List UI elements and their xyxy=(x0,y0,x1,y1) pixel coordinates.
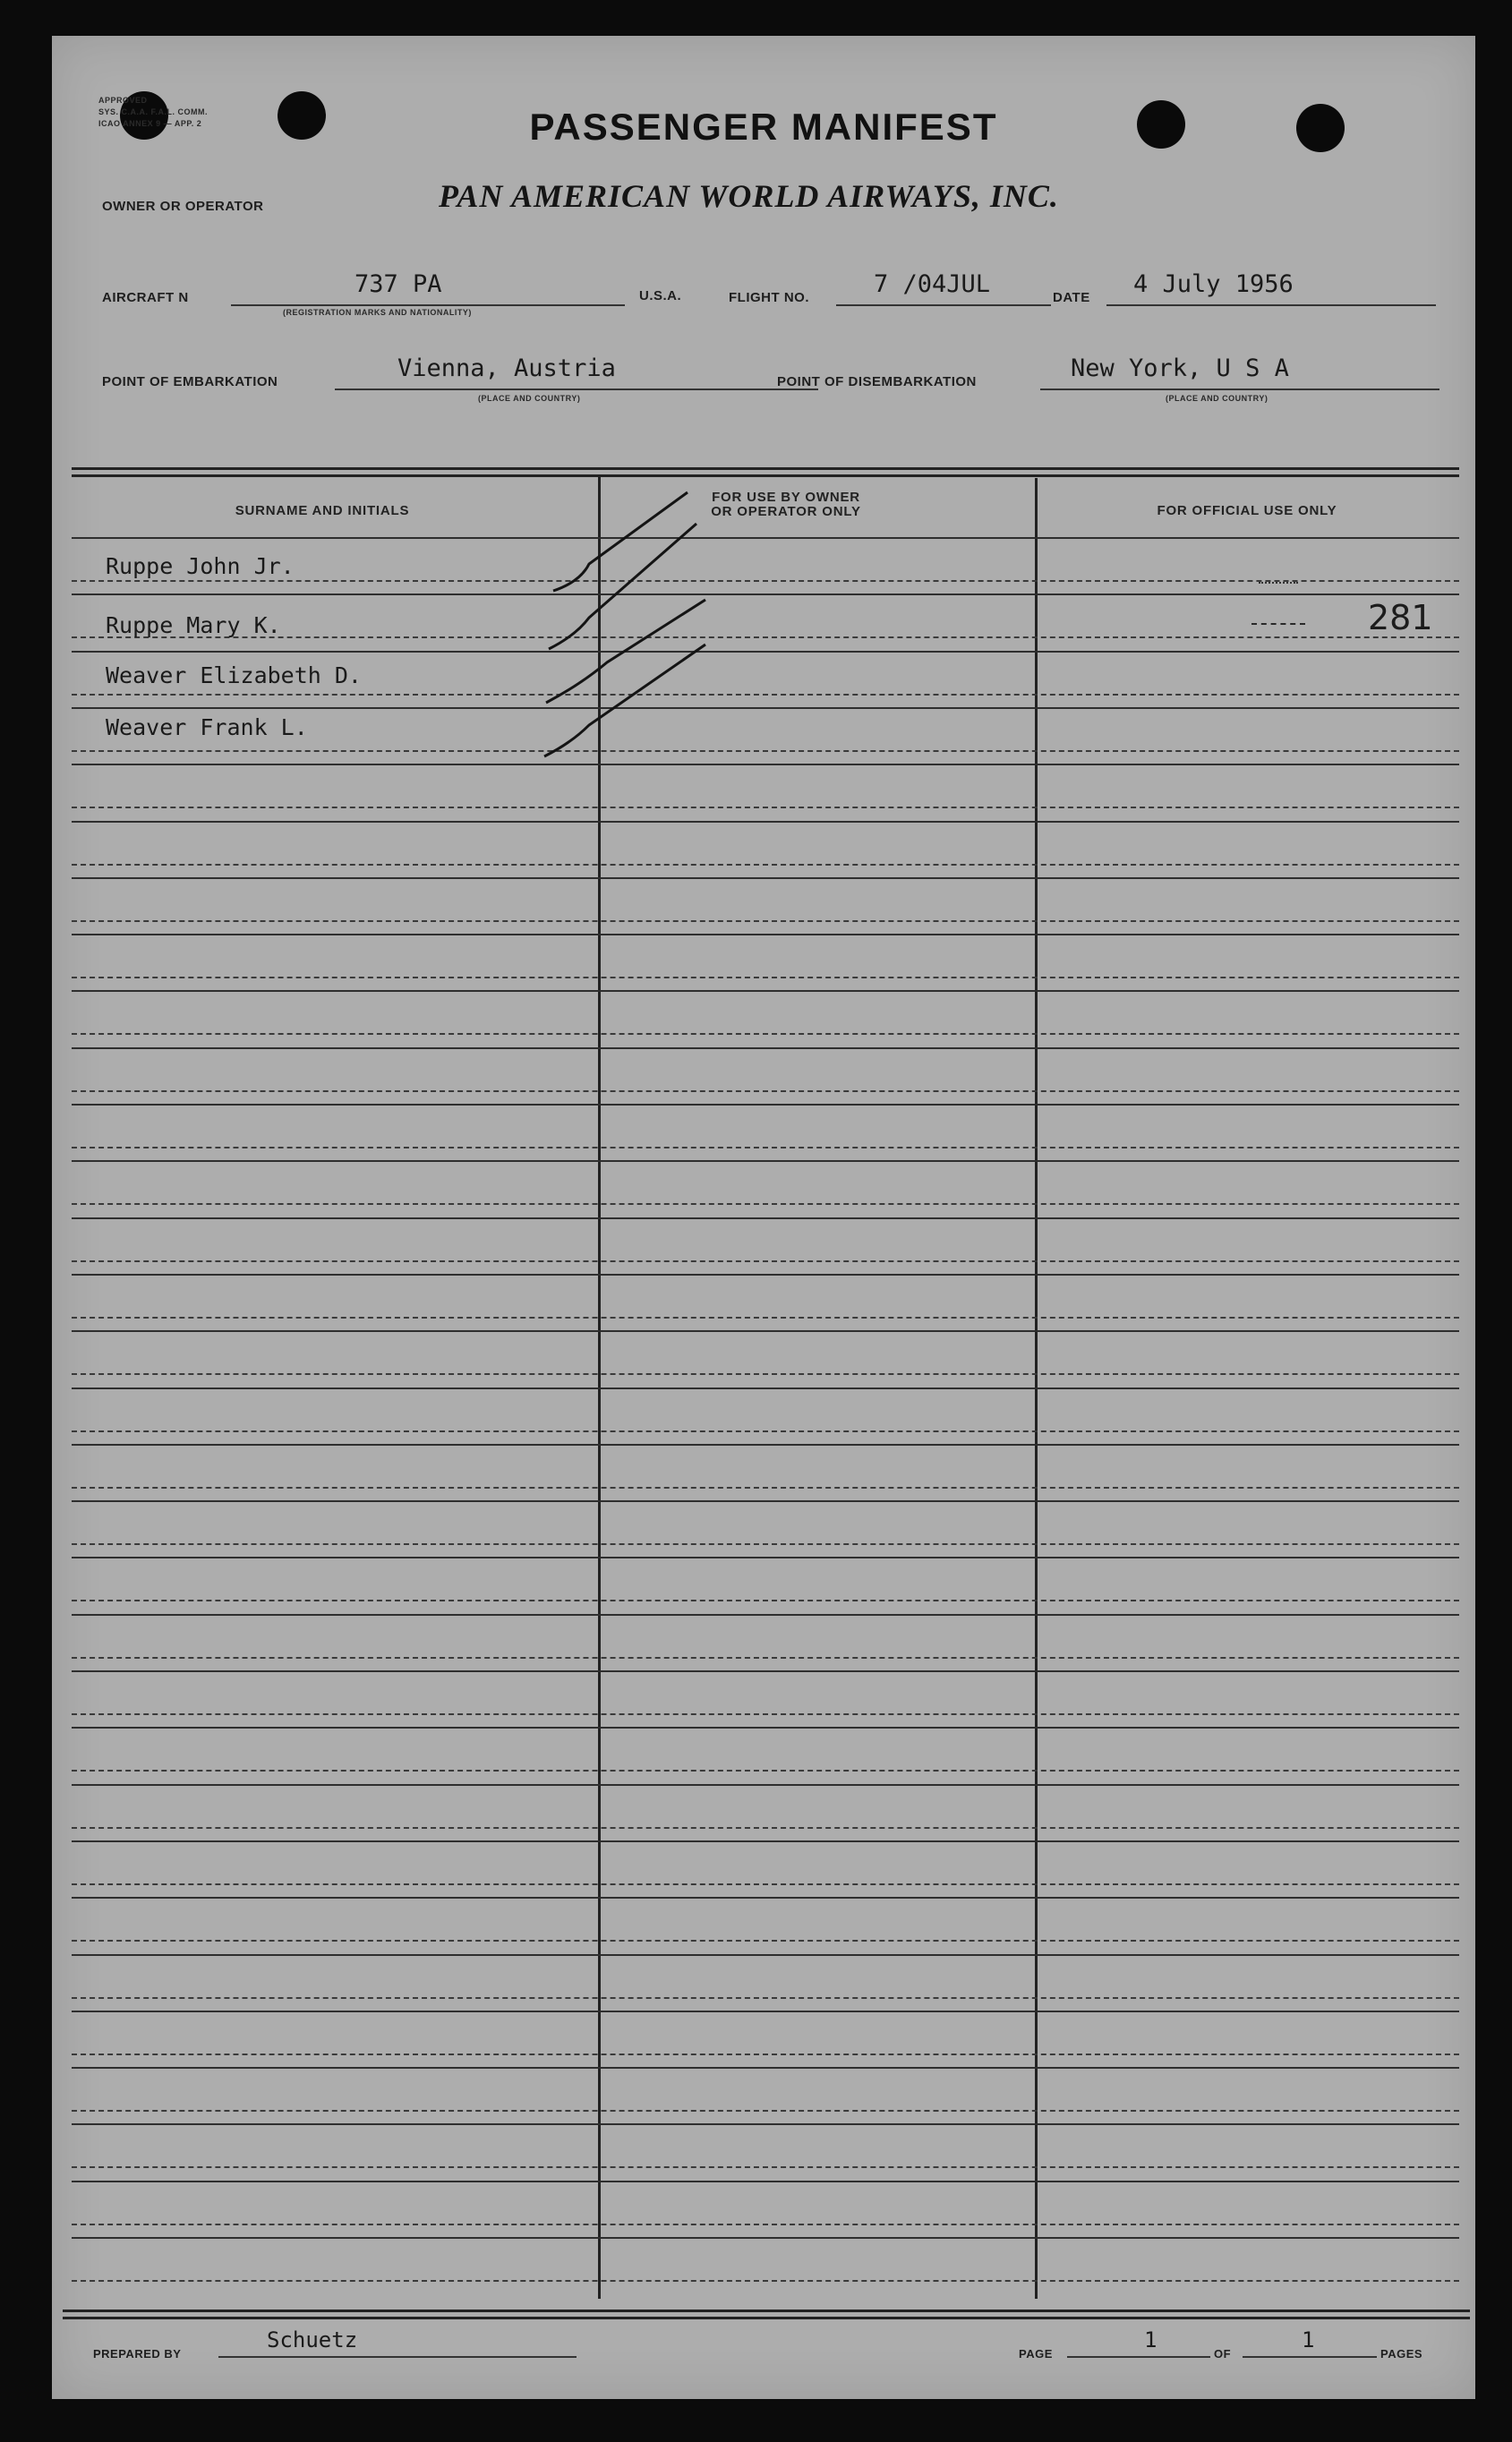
of-label: OF xyxy=(1214,2347,1232,2361)
row-guide-line xyxy=(72,1033,1459,1035)
row-guide-line xyxy=(72,1713,1459,1715)
row-line xyxy=(72,1217,1459,1219)
row-line xyxy=(72,1330,1459,1332)
row-guide-line xyxy=(72,1260,1459,1262)
row-guide-line xyxy=(72,1600,1459,1601)
aircraft-label: AIRCRAFT N xyxy=(102,290,189,305)
row-guide-line xyxy=(72,1487,1459,1489)
passenger-name-4: Weaver Frank L. xyxy=(106,714,308,740)
passenger-name-2: Ruppe Mary K. xyxy=(106,612,281,638)
flight-value: 7 /04JUL xyxy=(874,270,991,298)
row-line xyxy=(72,1557,1459,1558)
column-header-official: FOR OFFICIAL USE ONLY xyxy=(1157,503,1337,518)
row-line xyxy=(72,2181,1459,2182)
row-guide-line xyxy=(72,1430,1459,1432)
prepared-value: Schuetz xyxy=(267,2327,358,2352)
row-guide-line xyxy=(72,807,1459,808)
approval-line-1: APPROVED xyxy=(98,96,148,105)
disembark-underline xyxy=(1040,381,1439,390)
row-line xyxy=(72,2067,1459,2069)
official-marks xyxy=(1259,582,1298,584)
embark-underline xyxy=(335,381,818,390)
row-line xyxy=(72,1160,1459,1162)
manifest-sheet xyxy=(52,36,1475,2399)
row-guide-line xyxy=(72,1543,1459,1545)
pages-label: PAGES xyxy=(1380,2347,1423,2361)
passenger-name-3: Weaver Elizabeth D. xyxy=(106,662,362,688)
row-guide-line xyxy=(72,1827,1459,1829)
official-note: 281 xyxy=(1368,598,1433,637)
embark-value: Vienna, Austria xyxy=(397,354,616,382)
row-guide-line xyxy=(72,977,1459,978)
row-line xyxy=(72,1274,1459,1276)
row-guide-line xyxy=(72,2224,1459,2225)
row-line xyxy=(72,821,1459,823)
row-guide-line xyxy=(72,1997,1459,1999)
table-bottom-rule xyxy=(63,2310,1470,2312)
flight-underline xyxy=(836,297,1051,306)
embark-label: POINT OF EMBARKATION xyxy=(102,374,278,389)
row-guide-line xyxy=(72,1203,1459,1205)
column-header-owner-line-1: FOR USE BY OWNER xyxy=(712,490,860,505)
row-line xyxy=(72,1897,1459,1899)
owner-label: OWNER OR OPERATOR xyxy=(102,199,264,214)
page-label: PAGE xyxy=(1019,2347,1053,2361)
usa-label: U.S.A. xyxy=(639,288,682,303)
row-guide-line xyxy=(72,1657,1459,1659)
row-guide-line xyxy=(72,920,1459,922)
row-guide-line xyxy=(72,2110,1459,2112)
row-line xyxy=(72,1388,1459,1389)
embark-caption: (PLACE AND COUNTRY) xyxy=(478,394,581,403)
check-mark-2 xyxy=(549,524,696,649)
table-bottom-rule-2 xyxy=(63,2317,1470,2319)
row-guide-line xyxy=(72,2054,1459,2055)
row-line xyxy=(72,990,1459,992)
aircraft-value: 737 PA xyxy=(355,270,442,298)
row-line xyxy=(72,2123,1459,2125)
disembark-label: POINT OF DISEMBARKATION xyxy=(777,374,977,389)
check-mark-4 xyxy=(544,645,705,756)
date-value: 4 July 1956 xyxy=(1133,270,1294,298)
row-line xyxy=(72,1444,1459,1446)
disembark-value: New York, U S A xyxy=(1071,354,1289,382)
official-dashes xyxy=(1251,623,1305,625)
row-line xyxy=(72,2237,1459,2239)
prepared-label: PREPARED BY xyxy=(93,2347,182,2361)
row-line xyxy=(72,2011,1459,2012)
row-line xyxy=(72,1104,1459,1106)
row-guide-line xyxy=(72,1770,1459,1772)
row-line xyxy=(72,1954,1459,1956)
row-line xyxy=(72,1670,1459,1672)
row-guide-line xyxy=(72,1090,1459,1092)
row-line xyxy=(72,1840,1459,1842)
row-line xyxy=(72,1614,1459,1616)
aircraft-caption: (REGISTRATION MARKS AND NATIONALITY) xyxy=(283,308,472,317)
column-header-owner-line-2: OR OPERATOR ONLY xyxy=(711,504,861,519)
check-mark-1 xyxy=(553,492,688,591)
page-underline xyxy=(1067,2349,1210,2358)
row-line xyxy=(72,1727,1459,1729)
owner-value: PAN AMERICAN WORLD AIRWAYS, INC. xyxy=(439,178,1059,214)
date-underline xyxy=(1106,297,1436,306)
row-line xyxy=(72,877,1459,879)
column-header-surname: SURNAME AND INITIALS xyxy=(235,503,410,518)
row-guide-line xyxy=(72,1940,1459,1942)
check-marks xyxy=(526,457,777,797)
flight-label: FLIGHT NO. xyxy=(729,290,809,305)
row-guide-line xyxy=(72,2166,1459,2168)
row-line xyxy=(72,1047,1459,1049)
check-mark-3 xyxy=(546,600,705,703)
of-value: 1 xyxy=(1302,2327,1315,2352)
row-line xyxy=(72,1784,1459,1786)
aircraft-underline xyxy=(231,297,625,306)
disembark-caption: (PLACE AND COUNTRY) xyxy=(1166,394,1269,403)
row-line xyxy=(72,934,1459,935)
row-guide-line xyxy=(72,1147,1459,1148)
row-guide-line xyxy=(72,1883,1459,1885)
row-guide-line xyxy=(72,1317,1459,1319)
page-value: 1 xyxy=(1144,2327,1157,2352)
approval-line-2: SYS. C.A.A. F.A.L. COMM. xyxy=(98,107,209,116)
passenger-name-1: Ruppe John Jr. xyxy=(106,553,295,579)
page-title: PASSENGER MANIFEST xyxy=(529,106,998,148)
row-guide-line xyxy=(72,864,1459,866)
row-guide-line xyxy=(72,2280,1459,2282)
approval-line-3: ICAO ANNEX 9 — APP. 2 xyxy=(98,119,202,128)
row-line xyxy=(72,1500,1459,1502)
row-guide-line xyxy=(72,1373,1459,1375)
date-label: DATE xyxy=(1053,290,1090,305)
